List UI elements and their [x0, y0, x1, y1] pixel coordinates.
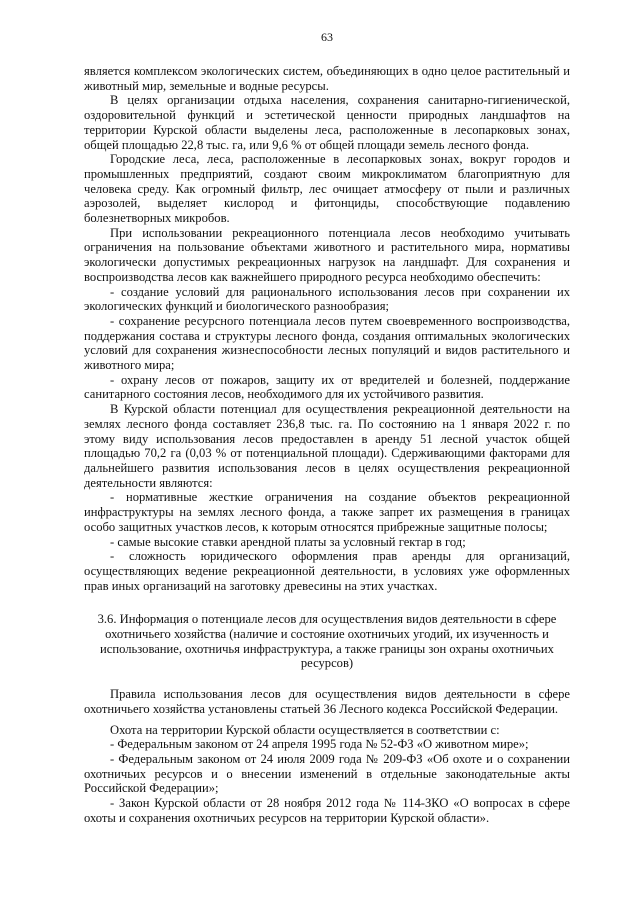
paragraph: Городские леса, леса, расположенные в лесопарковых зонах, вокруг городов и промышленных предприятий, создают своим микроклиматом благоприятную для человека среду. Как огромный фильтр, лес очищает атмосферу от пыли и различных аэрозолей, выделяет кислород и фитонциды, способствующие подавлению болезнетворных микробов.	[84, 152, 570, 226]
list-item: - Федеральным законом от 24 апреля 1995 года № 52-ФЗ «О животном мире»;	[110, 737, 529, 752]
list-item: - нормативные жесткие ограничения на создание объектов рекреационной инфраструктуры на землях лесного фонда, а также запрет их размещения в границах особо защитных участков лесов, к которым относятся прибрежные защитные полосы;	[84, 490, 570, 534]
list-item: - сложность юридического оформления прав аренды для организаций, осуществляющих ведение рекреационной деятельности, в условиях уже оформленных прав иных организаций на заготовку древесины на этих участках.	[84, 549, 570, 593]
paragraph: В целях организации отдыха населения, сохранения санитарно-гигиенической, оздоровительной функций и эстетической ценности природных ландшафтов на территории Курской области выделены леса, расположенные в лесопарковых зонах, общей площадью 22,8 тыс. га, или 9,6 % от общей площади земель лесного фонда.	[84, 93, 570, 152]
section-heading: 3.6. Информация о потенциале лесов для осуществления видов деятельности в сфере охотничьего хозяйства (наличие и состояние охотничьих угодий, их изученность и использование, охотничья инфраструктура, а также границы зон охраны охотничьих ресурсов)	[97, 612, 557, 671]
list-item: - охрану лесов от пожаров, защиту их от вредителей и болезней, поддержание санитарного состояния лесов, необходимого для их устойчивого развития.	[84, 372, 570, 402]
list-item: - самые высокие ставки арендной платы за условный гектар в год;	[110, 534, 466, 549]
page-number: 63	[321, 30, 333, 44]
paragraph: В Курской области потенциал для осуществления рекреационной деятельности на землях лесного фонда составляет 236,8 тыс. га. По состоянию на 1 января 2022 г. по этому виду использования лесов предоставлен в аренду 51 лесной участок общей площадью 70,2 га (0,03 % от потенциальной площади). Сдерживающими факторами для дальнейшего развития использования лесов в целях осуществления рекреационной деятельности являются:	[84, 402, 570, 490]
paragraph: является комплексом экологических систем, объединяющих в одно целое растительный и животный мир, земельные и водные ресурсы.	[84, 64, 570, 93]
list-item: - Закон Курской области от 28 ноября 2012 года № 114-ЗКО «О вопросах в сфере охоты и сохранения охотничьих ресурсов на территории Курской области».	[84, 796, 570, 825]
list-item: - Федеральным законом от 24 июля 2009 года № 209-ФЗ «Об охоте и о сохранении охотничьих ресурсов и о внесении изменений в отдельные законодательные акты Российской Федерации»;	[84, 751, 570, 796]
body-text-top	[84, 64, 570, 593]
list-item: - сохранение ресурсного потенциала лесов путем своевременного воспроизводства, поддержания состава и структуры лесного фонда, создания оптимальных экологических условий для сохранения жизнеспособности лесных популяций и видов растительного и животного мира;	[84, 313, 570, 373]
paragraph: При использовании рекреационного потенциала лесов необходимо учитывать ограничения на пользование объектами животного и растительного мира, нормативы экологически допустимых рекреационных нагрузок на ландшафт. Для сохранения и воспроизводства лесов как важнейшего природного ресурса необходимо обеспечить:	[84, 225, 570, 284]
body-text-bottom	[84, 687, 570, 825]
paragraph: Правила использования лесов для осуществления видов деятельности в сфере охотничьего хозяйства установлены статьей 36 Лесного кодекса Российской Федерации.	[84, 687, 570, 716]
list-item: - создание условий для рационального использования лесов при сохранении их экологических функций и биологического разнообразия;	[84, 284, 570, 314]
paragraph: Охота на территории Курской области осуществляется в соответствии с:	[110, 722, 500, 737]
